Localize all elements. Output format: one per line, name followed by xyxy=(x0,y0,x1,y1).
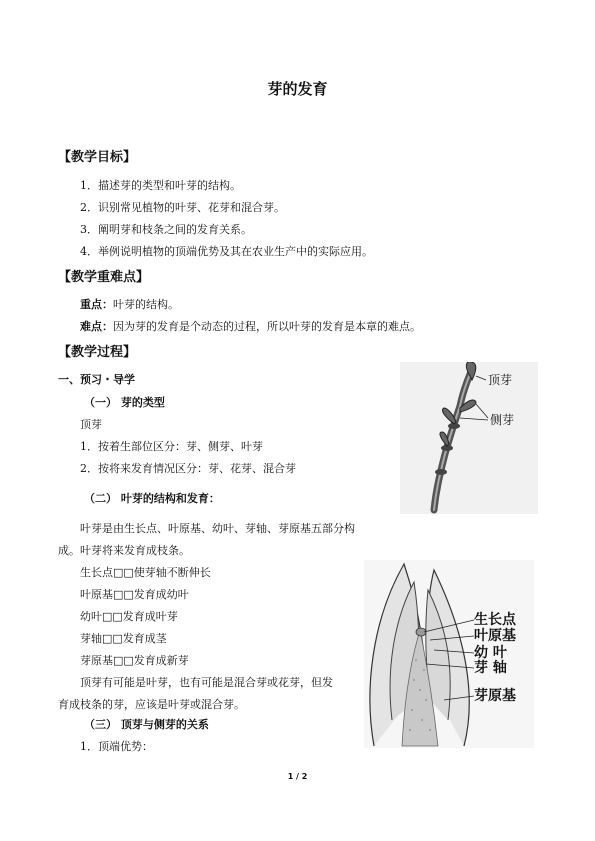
label-bud-primordium: 芽原基 xyxy=(474,688,516,704)
branch-figure xyxy=(400,362,538,514)
structure-item: 幼叶□□发育成叶芽 xyxy=(80,610,178,623)
text-line: 1．顶端优势： xyxy=(80,740,153,753)
focus-label: 重点： xyxy=(80,298,113,311)
goal-item: 2．识别常见植物的叶芽、花芽和混合芽。 xyxy=(80,201,285,214)
paragraph-line: 顶芽有可能是叶芽，也有可能是混合芽或花芽，但发 xyxy=(80,676,333,689)
goal-item: 4．举例说明植物的顶端优势及其在农业生产中的实际应用。 xyxy=(80,245,373,258)
key-heading: 【教学重难点】 xyxy=(58,270,150,285)
focus-text: 叶芽的结构。 xyxy=(113,298,179,311)
structure-item: 生长点□□使芽轴不断伸长 xyxy=(80,566,211,579)
subsection-title: （二） 叶芽的结构和发育： xyxy=(84,492,220,505)
subsection-title: （三） 顶芽与侧芽的关系 xyxy=(84,718,209,731)
goal-item: 1．描述芽的类型和叶芽的结构。 xyxy=(80,179,241,192)
structure-item: 芽轴□□发育成茎 xyxy=(80,632,167,645)
label-young-leaf: 幼 叶 xyxy=(474,645,507,661)
goal-item: 3．阐明芽和枝条之间的发育关系。 xyxy=(80,223,252,236)
label-growing-point: 生长点 xyxy=(474,612,516,628)
page-title: 芽的发育 xyxy=(267,80,328,98)
label-terminal-bud: 顶芽 xyxy=(488,373,513,387)
focus-line xyxy=(80,296,179,312)
text-line: 1．按着生部位区分：芽、侧芽、叶芽 xyxy=(80,440,263,453)
difficulty-label: 难点： xyxy=(80,320,113,333)
difficulty-text: 因为芽的发育是个动态的过程，所以叶芽的发育是本章的难点。 xyxy=(113,320,421,333)
process-heading: 【教学过程】 xyxy=(58,345,137,360)
paragraph-line: 育成枝条的芽，应该是叶芽或混合芽。 xyxy=(58,698,245,711)
structure-item: 叶原基□□发育成幼叶 xyxy=(80,588,189,601)
difficulty-line xyxy=(80,318,421,334)
text-line: 顶芽 xyxy=(80,418,102,431)
section-heading: 一、预习・导学 xyxy=(58,373,135,386)
label-leaf-primordium: 叶原基 xyxy=(474,628,516,644)
goals-heading: 【教学目标】 xyxy=(58,150,137,165)
label-lateral-bud: 侧芽 xyxy=(490,413,515,427)
paragraph-line: 成。叶芽将来发育成枝条。 xyxy=(58,544,190,557)
label-bud-axis: 芽 轴 xyxy=(474,660,507,676)
page-number: 1 / 2 xyxy=(287,772,308,781)
subsection-title: （一） 芽的类型 xyxy=(84,396,165,409)
text-line: 2．按将来发育情况区分：芽、花芽、混合芽 xyxy=(80,462,296,475)
leaf-bud-figure xyxy=(364,560,534,748)
paragraph-line: 叶芽是由生长点、叶原基、幼叶、芽轴、芽原基五部分构 xyxy=(80,522,355,535)
structure-item: 芽原基□□发育成新芽 xyxy=(80,654,189,667)
